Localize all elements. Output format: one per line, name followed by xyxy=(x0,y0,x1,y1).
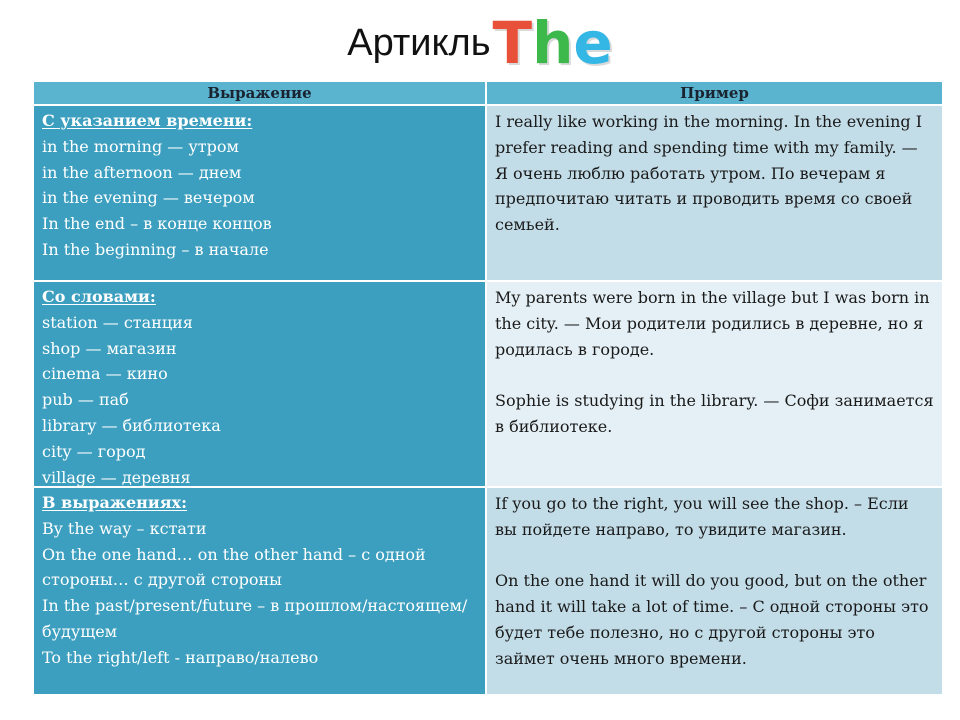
row-time-example xyxy=(487,106,942,282)
row-phrases xyxy=(34,488,487,696)
row-words-example xyxy=(487,282,942,488)
list-item: in the morning — утром xyxy=(42,136,239,156)
list-item: cinema — кино xyxy=(42,364,168,384)
row-heading: С указанием времени: xyxy=(42,111,253,130)
list-item: In the beginning – в начале xyxy=(42,239,269,259)
row-heading: В выражениях: xyxy=(42,493,187,512)
list-item: In the past/present/future – в прошлом/настоящем/будущем xyxy=(42,596,468,641)
example-text: Sophie is studying in the library. — Софи занимается в библиотеке. xyxy=(495,391,934,436)
example-text: On the one hand it will do you good, but on the other hand it will take a lot of time. – С одной стороны это будет тебе полезно, но с другой стороны это займет очень много времени. xyxy=(495,571,929,668)
example-text: My parents were born in the village but I was born in the city. — Мои родители родились в деревне, но я родилась в городе. xyxy=(495,288,930,359)
the-logo xyxy=(492,9,613,77)
header-expression: Выражение xyxy=(34,82,487,106)
row-time-expressions xyxy=(34,106,487,282)
header-example: Пример xyxy=(487,82,942,106)
list-item: By the way – кстати xyxy=(42,518,207,538)
list-item: station — станция xyxy=(42,312,193,332)
logo-letter-e: e xyxy=(573,9,613,77)
article-table xyxy=(34,82,942,696)
list-item: in the evening — вечером xyxy=(42,188,255,208)
list-item: shop — магазин xyxy=(42,338,177,358)
list-item: In the end – в конце концов xyxy=(42,214,272,234)
row-words xyxy=(34,282,487,488)
example-text: If you go to the right, you will see the shop. – Если вы пойдете направо, то увидите магазин. xyxy=(495,494,909,539)
list-item: city — город xyxy=(42,441,146,461)
logo-letter-h: h xyxy=(532,9,574,77)
list-item: in the afternoon — днем xyxy=(42,162,242,182)
list-item: On the one hand… on the other hand – с одной стороны… с другой стороны xyxy=(42,544,426,590)
row-phrases-example xyxy=(487,488,942,696)
title-text: Артикль xyxy=(347,22,491,64)
row-heading: Со словами: xyxy=(42,287,156,306)
list-item: pub — паб xyxy=(42,390,129,410)
list-item: village — деревня xyxy=(42,467,191,487)
example-text: I really like working in the morning. In the evening I prefer reading and spending time with my family. — Я очень люблю работать утром. По вечерам я предпочитаю читать и проводить время со своей семьей. xyxy=(495,112,923,235)
list-item: library — библиотека xyxy=(42,415,221,435)
page-title xyxy=(0,6,960,77)
logo-letter-t: T xyxy=(492,9,533,77)
list-item: To the right/left - направо/налево xyxy=(42,647,319,667)
